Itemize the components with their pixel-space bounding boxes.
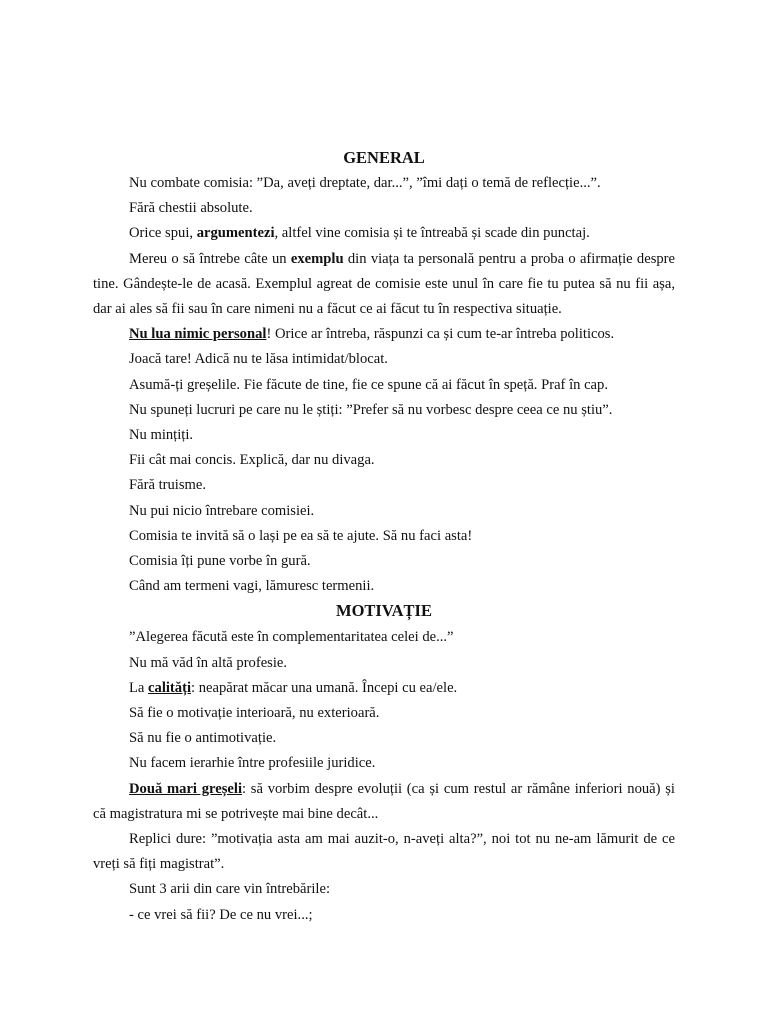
text-run: La (129, 679, 149, 696)
paragraph (93, 499, 675, 524)
paragraph (93, 777, 675, 827)
paragraph (93, 247, 675, 323)
underlined-emphasis: Nu lua nimic personal (129, 326, 267, 343)
text-run: Joacă tare! Adică nu te lăsa intimidat/blocat. (129, 351, 388, 368)
text-run: Replici dure: ”motivația asta am mai auzit-o, n-aveți alta?”, noi tot nu ne-am lămurit de ce vreți să fiți magistrat”. (93, 831, 675, 873)
paragraph (93, 221, 675, 246)
bold-emphasis: argumentezi (196, 225, 275, 242)
text-run: Fără chestii absolute. (129, 200, 253, 217)
text-run: Comisia te invită să o lași pe ea să te ajute. Să nu faci asta! (129, 527, 473, 544)
text-run: Orice spui, (129, 225, 197, 242)
underlined-emphasis: calități (148, 679, 192, 696)
paragraph (93, 625, 675, 650)
text-run: : să vorbim despre evoluții (ca și cum restul ar rămâne inferiori nouă) și că magistratura mi se potrivește mai bine decât... (93, 780, 675, 822)
section-motivatie (93, 625, 675, 927)
text-run: din viața ta personală pentru a proba o afirmație despre tine. Gândește-le de acasă. Exemplul agreat de comisie este unul în care fie tu putea să nu fii așa, dar ai ales să fii sau în care nimeni nu a făcut ce ai făcut tu în respectiva situație. (93, 250, 676, 318)
paragraph (93, 574, 675, 599)
paragraph (93, 903, 675, 928)
text-run: Nu mă văd în altă profesie. (129, 654, 288, 671)
text-run: Fii cât mai concis. Explică, dar nu divaga. (129, 452, 375, 469)
paragraph (93, 524, 675, 549)
paragraph (93, 398, 675, 423)
paragraph (93, 373, 675, 398)
paragraph (93, 473, 675, 498)
paragraph (93, 651, 675, 676)
paragraph (93, 171, 675, 196)
text-run: Când am termeni vagi, lămuresc termenii. (129, 578, 375, 595)
bold-emphasis: exemplu (290, 250, 344, 267)
section-heading-general: GENERAL (343, 148, 425, 167)
paragraph (93, 196, 675, 221)
text-run: Nu pui nicio întrebare comisiei. (129, 502, 315, 519)
text-run: Nu mințiți. (129, 427, 194, 444)
paragraph (93, 448, 675, 473)
text-run: , altfel vine comisia și te întreabă și scade din punctaj. (274, 225, 590, 242)
paragraph (93, 423, 675, 448)
text-run: Nu facem ierarhie între profesiile juridice. (129, 755, 376, 772)
paragraph (93, 676, 675, 701)
paragraph (93, 322, 675, 347)
text-run: Fără truisme. (129, 477, 207, 494)
text-run: Nu combate comisia: ”Da, aveți dreptate, dar...”, ”îmi dați o temă de reflecție...”. (129, 175, 601, 191)
text-run: Nu spuneți lucruri pe care nu le știți: ”Prefer să nu vorbesc despre ceea ce nu știu”. (129, 401, 613, 418)
paragraph (93, 827, 675, 877)
text-run: Comisia îți pune vorbe în gură. (129, 553, 311, 570)
text-run: Sunt 3 arii din care vin întrebările: (129, 881, 331, 898)
text-run: ”Alegerea făcută este în complementaritatea celei de...” (129, 629, 454, 646)
paragraph (93, 726, 675, 751)
text-run: : neapărat măcar una umană. Începi cu ea/ele. (191, 679, 458, 696)
underlined-emphasis: Două mari greșeli (129, 780, 242, 797)
paragraph (93, 751, 675, 776)
text-run: ! Orice ar întreba, răspunzi ca și cum te-ar întreba politicos. (266, 326, 615, 343)
section-heading-motivatie: MOTIVAȚIE (336, 601, 432, 621)
text-run: Să nu fie o antimotivație. (129, 730, 277, 747)
paragraph (93, 877, 675, 902)
section-general (93, 171, 675, 599)
document-body (93, 146, 675, 928)
text-run: Asumă-ți greșelile. Fie făcute de tine, fie ce spune că ai făcut în speță. Praf în cap. (129, 376, 608, 393)
paragraph (93, 701, 675, 726)
paragraph (93, 549, 675, 574)
text-run: Să fie o motivație interioară, nu exterioară. (129, 705, 380, 722)
text-run: - ce vrei să fii? De ce nu vrei...; (129, 906, 313, 923)
paragraph (93, 347, 675, 372)
text-run: Mereu o să întrebe câte un (129, 250, 291, 267)
